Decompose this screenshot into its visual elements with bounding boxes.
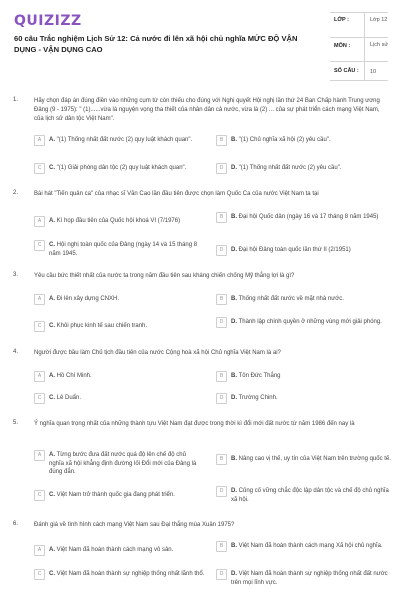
option-text: Hội nghị toàn quốc của Đảng (ngày 14 và 15 tháng 8 năm 1945. [49,242,198,257]
meta-divider [330,12,388,13]
worksheet-header [0,0,400,90]
option-text: Trường Chinh. [238,395,278,401]
class-label: LỚP : [334,17,349,23]
option-text: Việt Nam trở thành quốc gia đang phát triển. [56,492,175,498]
option-letter-box: A [34,216,45,227]
subject-value: Lịch sử [370,42,389,48]
option-text: Thống nhất đất nước về mặt nhà nước. [238,296,344,302]
option-letter-box: C [34,569,45,580]
question-number: 1. [13,97,19,103]
subject-label: MÔN : [334,43,351,49]
option-text: Việt Nam đã hoàn thành sự nghiệp thống nhất lãnh thổ. [56,571,205,577]
option-text: Củng cố vững chắc độc lập dân tộc và chế độ chủ nghĩa xã hội. [231,488,389,503]
meta-vertical-divider [364,12,365,80]
option-text: Hồ Chí Minh. [56,373,92,379]
option-letter-box: B [216,294,227,305]
meta-divider [330,80,388,81]
option-text: Đại hội Đảng toàn quốc lần thứ II (2/1951) [238,247,351,253]
question-text: Người được bầu làm Chủ tịch đầu tiên của nước Cộng hoà xã hội Chủ nghĩa Việt Nam là ai? [34,350,281,356]
option-text: Kì họp đầu tiên của Quốc hội khoá VI (7/1976) [56,218,181,224]
option-letter-box: D [216,163,227,174]
option-letter-box: D [216,486,227,497]
option-letter-box: B [216,371,227,382]
question-number: 2. [13,190,19,196]
option-text: Thành lập chính quyền ở những vùng mới giải phóng. [238,319,382,325]
option-text: Đi lên xây dựng CNXH. [56,296,120,302]
option-text: "(1) Chủ nghĩa xã hội (2) yêu cầu". [238,137,331,143]
option-letter-box: C [34,163,45,174]
option-letter-box: D [216,317,227,328]
option-text: Nâng cao vị thế, uy tín của Việt Nam trên trường quốc tế. [238,456,391,462]
question-number: 3. [13,272,19,278]
option-letter-box: D [216,245,227,256]
option-text: "(1) Giải phóng dân tộc (2) quy luật khách quan". [56,165,187,171]
option-letter-box: A [34,135,45,146]
meta-divider [330,37,388,38]
option-letter-box: B [216,212,227,223]
question-number: 5. [13,420,19,426]
option-text: Việt Nam đã hoàn thành cách mạng Xã hội chủ nghĩa. [238,543,383,549]
question-number: 4. [13,349,19,355]
count-value: 10 [370,69,377,75]
question-text: Bài hát "Tiến quân ca" của nhạc sĩ Văn Cao lần đầu tiên được chọn làm Quốc Ca của nước Việt Nam ta tại [34,191,319,197]
option-letter-box: A [34,545,45,556]
question-text: Đánh giá về tình hình cách mạng Việt Nam sau Đại thắng mùa Xuân 1975? [34,522,235,528]
option-letter-box: C [34,321,45,332]
count-label: SỐ CÂU : [334,68,359,74]
option-letter-box: C [34,490,45,501]
option-text: "(1) Thống nhất đất nước (2) quy luật khách quan". [56,137,193,143]
option-text: Khôi phục kinh tế sau chiến tranh. [56,323,148,329]
option-text: Từng bước đưa đất nước quá độ lên chế độ chủ nghĩa xã hội khẳng định đường lối Đổi mới của Đảng là đúng đắn. [49,452,197,475]
option-letter-box: D [216,569,227,580]
meta-divider [330,61,388,62]
option-letter-box: C [34,393,45,404]
quizizz-logo: QUIZIZZ [14,13,82,29]
worksheet-title: 60 câu Trắc nghiệm Lịch Sử 12: Cả nước đi lên xã hội chủ nghĩa MỨC ĐỘ VẬN DỤNG - VẬN DỤNG CAO [14,34,298,54]
question-number: 6. [13,521,19,527]
class-value: Lớp 12 [370,17,388,23]
option-letter-box: D [216,393,227,404]
option-text: Việt Nam đã hoàn thành cách mạng vô sản. [56,547,174,553]
option-text: Việt Nam đã hoàn thành sự nghiệp thống nhất đất nước trên mọi lĩnh vực. [231,571,388,586]
question-text: Hãy chọn đáp án đúng điền vào những cụm từ còn thiếu cho đúng với Nghị quyết Hội nghị lần thứ 24 Ban Chấp hành Trung ương Đảng (9 - 1975): " (1)......vừa là nguyện vọng tha thiết của nhân dân cả nước, vừa là (2) ... của sự phát triển cách mạng Việt Nam, của lịch sử dân tộc Việt Nam". [34,98,380,122]
option-letter-box: B [216,541,227,552]
option-text: Đại hội Quốc dân (ngày 16 và 17 tháng 8 năm 1945) [238,214,379,220]
option-letter-box: B [216,135,227,146]
option-letter-box: A [34,294,45,305]
worksheet-page: QUIZIZZ 60 câu Trắc nghiệm Lịch Sử 12: Cả nước đi lên xã hội chủ nghĩa MỨC ĐỘ VẬN DỤNG - VẬN DỤNG CAO LỚP : Lớp 12 MÔN : Lịch sử SỐ CÂU : 10 1. Hãy chọn đáp án đúng điền vào những cụm từ còn thiếu cho đúng với Nghị quyết Hội nghị lần thứ 24 Ban Chấp hành Trung ương Đảng (9 - 1975): " (1)......vừa là nguyện vọng tha thiết của nhân dân cả nước, vừa là (2) ... của sự phát triển cách mạng Việt Nam, của lịch sử dân tộc Việt Nam". A A. "(1) Thống nhất đất nước (2) quy luật khách quan". B B. "(1) Chủ nghĩa xã hội (2) yêu cầu". C C. "(1) Giải phóng dân tộc (2) quy luật khách quan". D D. "(1) Thống nhất đất nước (2) yêu cầu". 2. Bài hát "Tiến quân ca" của nhạc sĩ Văn Cao lần đầu tiên được chọn làm Quốc Ca của nước Việt Nam ta tại A A. Kì họp đầu tiên của Quốc hội khoá VI (7/1976) B B. Đại hội Quốc dân (ngày 16 và 17 tháng 8 năm 1945) C C. Hội nghị toàn quốc của Đảng (ngày 14 và 15 tháng 8 năm 1945. D D. Đại hội Đảng toàn quốc lần thứ II (2/1951) 3. Yêu cầu bức thiết nhất của nước ta trong năm đầu tiên sau kháng chiến chống Mỹ thắng lợi là gì? A A. Đi lên xây dựng CNXH. B B. Thống nhất đất nước về mặt nhà nước. C C. Khôi phục kinh tế sau chiến tranh. D D. Thành lập chính quyền ở những vùng mới giải phóng. 4. Người được bầu làm Chủ tịch đầu tiên của nước Cộng hoà xã hội Chủ nghĩa Việt Nam là ai? A A. Hồ Chí Minh. B B. Tôn Đức Thắng C C. Lê Duẩn. D D. Trường Chinh. 5. Ý nghĩa quan trọng nhất của những thành tựu Việt Nam đạt được trong thời kì đổi mới đất nước từ năm 1986 đến nay là A A. Từng bước đưa đất nước quá độ lên chế độ chủ nghĩa xã hội khẳng định đường lối Đổi mới của Đảng là đúng đắn. B B. Nâng cao vị thế, uy tín của Việt Nam trên trường quốc tế. C C. Việt Nam trở thành quốc gia đang phát triển. D D. Củng cố vững chắc độc lập dân tộc và chế độ chủ nghĩa xã hội. 6. Đánh giá về tình hình cách mạng Việt Nam sau Đại thắng mùa Xuân 1975? A A. Việt Nam đã hoàn thành cách mạng vô sản. B B. Việt Nam đã hoàn thành cách mạng Xã hội chủ nghĩa. C C. Việt Nam đã hoàn thành sự nghiệp thống nhất lãnh thổ. D D. Việt Nam đã hoàn thành sự nghiệp thống nhất đất nước trên mọi lĩnh vực. [0,0,400,600]
option-text: Lê Duẩn. [56,395,82,401]
question-text: Yêu cầu bức thiết nhất của nước ta trong năm đầu tiên sau kháng chiến chống Mỹ thắng lợi là gì? [34,273,295,279]
option-text: Tôn Đức Thắng [238,373,281,379]
option-letter-box: C [34,240,45,251]
option-text: "(1) Thống nhất đất nước (2) yêu cầu". [238,165,342,171]
option-letter-box: A [34,450,45,461]
option-letter-box: A [34,371,45,382]
option-letter-box: B [216,454,227,465]
question-text: Ý nghĩa quan trọng nhất của những thành tựu Việt Nam đạt được trong thời kì đổi mới đất nước từ năm 1986 đến nay là [34,421,355,427]
